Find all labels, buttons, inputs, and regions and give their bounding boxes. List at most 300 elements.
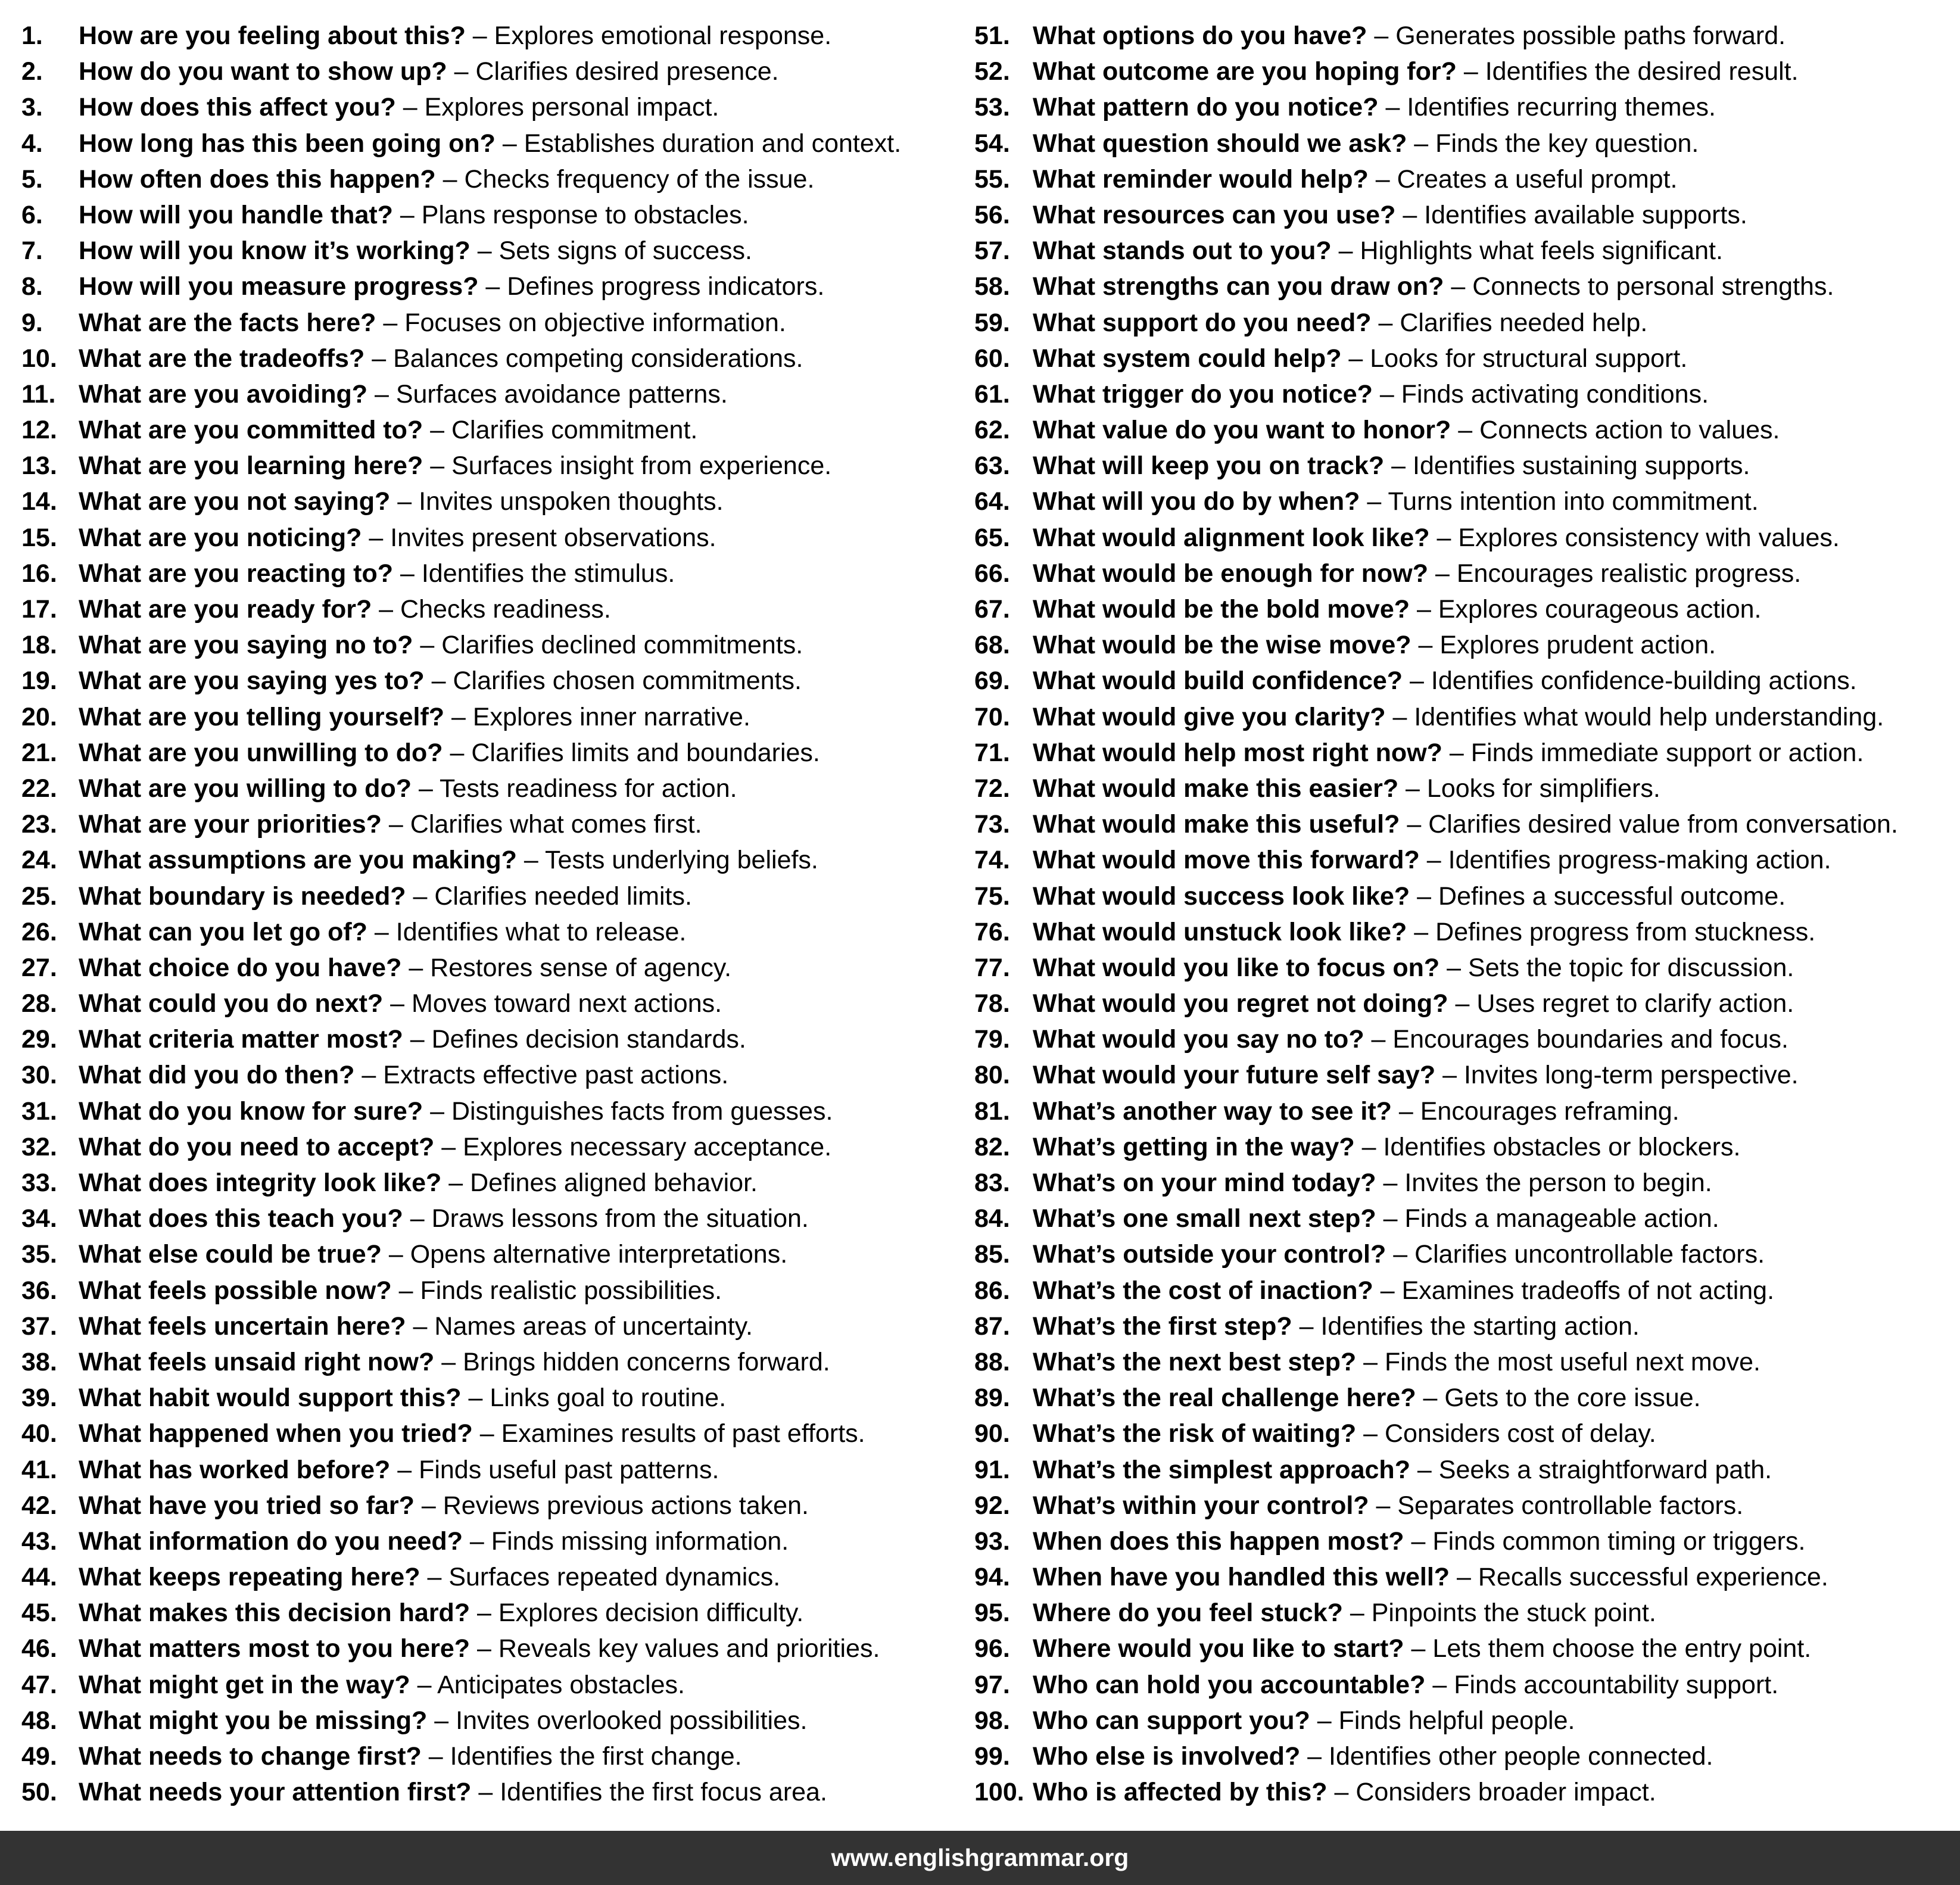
explanation-text: Clarifies uncontrollable factors. — [1414, 1240, 1765, 1269]
item-number: 67. — [974, 595, 1010, 624]
question-text: What are you not saying? — [79, 487, 391, 516]
item-text — [79, 878, 692, 914]
item-text — [79, 305, 786, 341]
list-item — [21, 54, 974, 89]
question-text: What needs to change first? — [79, 1742, 422, 1771]
explanation-text: Pinpoints the stuck point. — [1371, 1599, 1656, 1628]
explanation-text: Defines decision standards. — [431, 1025, 746, 1054]
list-item — [974, 1703, 1951, 1738]
explanation-text: Gets to the core issue. — [1444, 1384, 1701, 1413]
separator-dash: – — [1371, 1025, 1386, 1054]
separator-dash: – — [388, 1240, 403, 1269]
question-text: What stands out to you? — [1033, 236, 1332, 266]
separator-dash: – — [1411, 1634, 1426, 1663]
item-number: 17. — [21, 595, 57, 624]
separator-dash: – — [369, 523, 384, 552]
separator-dash: – — [1407, 810, 1422, 839]
item-number: 48. — [21, 1706, 57, 1735]
item-text — [79, 986, 722, 1021]
separator-dash: – — [1456, 1563, 1471, 1592]
list-item — [21, 197, 974, 233]
item-text — [1033, 54, 1799, 89]
list-item — [21, 1703, 974, 1738]
item-number: 79. — [974, 1025, 1010, 1054]
footer-url[interactable]: www.englishgrammar.org — [831, 1844, 1129, 1871]
explanation-text: Identifies obstacles or blockers. — [1383, 1132, 1741, 1161]
explanation-text: Considers cost of delay. — [1384, 1419, 1656, 1448]
question-text: What trigger do you notice? — [1033, 379, 1373, 409]
explanation-text: Clarifies declined commitments. — [441, 631, 803, 660]
item-number: 71. — [974, 738, 1010, 767]
list-item — [974, 1093, 1951, 1129]
separator-dash: – — [472, 21, 487, 50]
question-text: What would make this useful? — [1033, 810, 1400, 839]
separator-dash: – — [1385, 93, 1400, 122]
explanation-text: Finds missing information. — [491, 1526, 789, 1556]
question-text: Who is affected by this? — [1033, 1778, 1328, 1807]
question-text: What would make this easier? — [1033, 774, 1399, 803]
item-number: 98. — [974, 1706, 1010, 1735]
explanation-text: Sets the topic for discussion. — [1468, 953, 1794, 982]
item-text — [1033, 161, 1677, 197]
item-number: 44. — [21, 1563, 57, 1592]
question-text: What would you say no to? — [1033, 1025, 1364, 1054]
question-text: What does this teach you? — [79, 1204, 403, 1233]
list-item — [974, 842, 1951, 878]
list-item — [21, 1201, 974, 1236]
explanation-text: Explores courageous action. — [1438, 595, 1762, 624]
list-item — [974, 1738, 1951, 1774]
question-text: What might you be missing? — [79, 1706, 428, 1735]
question-text: What’s the first step? — [1033, 1311, 1292, 1341]
separator-dash: – — [1418, 631, 1433, 660]
separator-dash: – — [413, 881, 428, 911]
item-text — [1033, 663, 1857, 699]
question-text: What would be the wise move? — [1033, 631, 1411, 660]
separator-dash: – — [1380, 1276, 1395, 1305]
item-number: 15. — [21, 523, 57, 552]
item-text — [1033, 556, 1801, 591]
item-number: 94. — [974, 1563, 1010, 1592]
separator-dash: – — [397, 487, 412, 516]
item-text — [79, 126, 901, 161]
list-item — [974, 627, 1951, 663]
item-text — [79, 54, 779, 89]
item-number: 20. — [21, 702, 57, 731]
separator-dash: – — [374, 379, 389, 409]
item-number: 80. — [974, 1061, 1010, 1090]
question-text: What keeps repeating here? — [79, 1563, 420, 1592]
list-item — [21, 376, 974, 412]
item-text — [79, 1452, 719, 1488]
item-text — [79, 484, 724, 519]
list-item — [21, 484, 974, 519]
list-item — [974, 986, 1951, 1021]
question-text: What might get in the way? — [79, 1670, 410, 1699]
separator-dash: – — [1391, 451, 1406, 481]
explanation-text: Explores inner narrative. — [472, 702, 750, 731]
separator-dash: – — [1451, 272, 1466, 301]
separator-dash: – — [372, 344, 387, 373]
explanation-text: Checks readiness. — [400, 595, 611, 624]
item-text — [79, 269, 824, 304]
explanation-text: Anticipates obstacles. — [437, 1670, 685, 1699]
explanation-text: Finds accountability support. — [1454, 1670, 1779, 1699]
explanation-text: Explores necessary acceptance. — [463, 1132, 832, 1161]
explanation-text: Looks for simplifiers. — [1426, 774, 1660, 803]
item-text — [79, 1380, 726, 1416]
explanation-text: Sets signs of success. — [498, 236, 752, 266]
separator-dash: – — [468, 1384, 483, 1413]
explanation-text: Links goal to routine. — [490, 1384, 727, 1413]
item-number: 85. — [974, 1240, 1010, 1269]
separator-dash: – — [1426, 846, 1441, 875]
separator-dash: – — [397, 1455, 412, 1484]
item-number: 63. — [974, 451, 1010, 481]
item-text — [1033, 1631, 1811, 1666]
explanation-text: Balances competing considerations. — [393, 344, 803, 373]
item-text — [1033, 986, 1794, 1021]
list-item — [21, 1595, 974, 1631]
item-number: 23. — [21, 810, 57, 839]
question-text: What question should we ask? — [1033, 129, 1407, 158]
item-number: 8. — [21, 272, 43, 301]
item-number: 66. — [974, 559, 1010, 588]
question-text: What are you noticing? — [79, 523, 362, 552]
question-text: What would alignment look like? — [1033, 523, 1430, 552]
item-number: 24. — [21, 846, 57, 875]
separator-dash: – — [1383, 1169, 1398, 1197]
item-text — [79, 1774, 827, 1810]
list-item — [974, 914, 1951, 950]
list-item — [21, 735, 974, 771]
item-number: 31. — [21, 1096, 57, 1126]
item-number: 9. — [21, 308, 43, 337]
question-text: What support do you need? — [1033, 308, 1372, 337]
item-text — [79, 89, 719, 125]
separator-dash: – — [454, 57, 469, 86]
separator-dash: – — [398, 1276, 413, 1305]
explanation-text: Surfaces insight from experience. — [451, 451, 832, 481]
item-text — [79, 233, 752, 269]
list-item — [21, 878, 974, 914]
item-text — [1033, 376, 1709, 412]
item-text — [1033, 1559, 1828, 1595]
separator-dash: – — [1417, 595, 1431, 624]
separator-dash: – — [1363, 1347, 1378, 1376]
question-text: What could you do next? — [79, 989, 384, 1018]
separator-dash: – — [1367, 487, 1382, 516]
separator-dash: – — [1350, 1599, 1364, 1628]
separator-dash: – — [441, 1132, 456, 1161]
list-item — [974, 376, 1951, 412]
list-item — [21, 914, 974, 950]
explanation-text: Reveals key values and priorities. — [498, 1634, 880, 1663]
list-item — [21, 699, 974, 735]
list-item — [21, 305, 974, 341]
item-number: 3. — [21, 93, 43, 122]
item-number: 69. — [974, 666, 1010, 696]
question-text: What’s the risk of waiting? — [1033, 1419, 1357, 1448]
question-text: What did you do then? — [79, 1061, 355, 1090]
separator-dash: – — [1423, 1384, 1438, 1413]
item-text — [1033, 1273, 1774, 1308]
item-text — [79, 1488, 809, 1523]
item-number: 51. — [974, 21, 1010, 50]
separator-dash: – — [400, 200, 415, 229]
explanation-text: Identifies confidence-building actions. — [1431, 666, 1857, 696]
separator-dash: – — [428, 1742, 443, 1771]
item-text — [79, 1738, 742, 1774]
item-text — [79, 520, 716, 556]
question-text: Who can support you? — [1033, 1706, 1310, 1735]
explanation-text: Identifies recurring themes. — [1407, 93, 1716, 122]
item-text — [79, 1595, 803, 1631]
separator-dash: – — [1458, 416, 1473, 445]
question-text: How are you feeling about this? — [79, 21, 466, 50]
separator-dash: – — [1406, 774, 1420, 803]
item-text — [79, 1703, 807, 1738]
item-number: 52. — [974, 57, 1010, 86]
question-text: What are the tradeoffs? — [79, 344, 365, 373]
question-text: What would build confidence? — [1033, 666, 1403, 696]
item-text — [1033, 484, 1759, 519]
explanation-text: Tests underlying beliefs. — [544, 846, 818, 875]
separator-dash: – — [421, 1491, 436, 1520]
separator-dash: – — [431, 666, 446, 696]
item-text — [1033, 842, 1831, 878]
question-text: What would give you clarity? — [1033, 702, 1386, 731]
item-text — [79, 18, 831, 54]
question-text: What options do you have? — [1033, 21, 1367, 50]
item-number: 7. — [21, 236, 43, 266]
question-text: What would move this forward? — [1033, 846, 1420, 875]
separator-dash: – — [1363, 1419, 1378, 1448]
separator-dash: – — [1442, 1061, 1457, 1090]
question-text: What would be enough for now? — [1033, 559, 1429, 588]
item-number: 56. — [974, 200, 1010, 229]
question-text: Where do you feel stuck? — [1033, 1599, 1343, 1628]
separator-dash: – — [1361, 1132, 1376, 1161]
separator-dash: – — [476, 1634, 491, 1663]
explanation-text: Turns intention into commitment. — [1388, 487, 1759, 516]
explanation-text: Identifies the desired result. — [1485, 57, 1799, 86]
question-text: What does integrity look like? — [79, 1169, 442, 1197]
item-number: 55. — [974, 164, 1010, 194]
question-text: What criteria matter most? — [79, 1025, 403, 1054]
question-text: What’s within your control? — [1033, 1491, 1369, 1520]
item-number: 5. — [21, 164, 43, 194]
question-text: What are you avoiding? — [79, 379, 367, 409]
explanation-text: Finds common timing or triggers. — [1432, 1526, 1806, 1556]
list-item — [21, 1380, 974, 1416]
item-text — [79, 1165, 758, 1201]
separator-dash: – — [1348, 344, 1363, 373]
item-text — [1033, 914, 1815, 950]
explanation-text: Finds the key question. — [1435, 129, 1699, 158]
item-number: 97. — [974, 1670, 1010, 1699]
question-text: What habit would support this? — [79, 1384, 462, 1413]
separator-dash: – — [1307, 1742, 1322, 1771]
separator-dash: – — [1317, 1706, 1332, 1735]
question-list — [0, 18, 1960, 1805]
explanation-text: Finds immediate support or action. — [1470, 738, 1864, 767]
separator-dash: – — [451, 702, 466, 731]
question-text: How will you measure progress? — [79, 272, 479, 301]
explanation-text: Encourages boundaries and focus. — [1392, 1025, 1788, 1054]
separator-dash: – — [1376, 1491, 1391, 1520]
separator-dash: – — [1383, 1204, 1398, 1233]
list-item — [974, 1416, 1951, 1451]
list-item — [974, 1559, 1951, 1595]
explanation-text: Explores consistency with values. — [1458, 523, 1840, 552]
item-text — [79, 1236, 787, 1272]
separator-dash: – — [1378, 308, 1393, 337]
list-item — [974, 197, 1951, 233]
question-text: Who can hold you accountable? — [1033, 1670, 1426, 1699]
separator-dash: – — [434, 1706, 449, 1735]
list-item — [974, 1236, 1951, 1272]
list-item — [974, 1057, 1951, 1093]
right-column — [974, 18, 1951, 1810]
list-item — [21, 1488, 974, 1523]
list-item — [21, 448, 974, 484]
separator-dash: – — [390, 989, 405, 1018]
item-text — [1033, 126, 1699, 161]
item-number: 92. — [974, 1491, 1010, 1520]
explanation-text: Brings hidden concerns forward. — [463, 1347, 830, 1376]
item-text — [79, 1308, 753, 1344]
question-text: What are you reacting to? — [79, 559, 394, 588]
item-text — [1033, 771, 1660, 806]
list-item — [974, 556, 1951, 591]
question-text: When does this happen most? — [1033, 1526, 1404, 1556]
item-text — [1033, 950, 1794, 986]
question-text: What information do you need? — [79, 1526, 463, 1556]
explanation-text: Identifies the first focus area. — [500, 1778, 827, 1807]
item-number: 39. — [21, 1384, 57, 1413]
item-number: 75. — [974, 881, 1010, 911]
question-text: What feels possible now? — [79, 1276, 392, 1305]
list-item — [21, 341, 974, 376]
explanation-text: Connects action to values. — [1479, 416, 1780, 445]
question-text: What needs your attention first? — [79, 1778, 472, 1807]
separator-dash: – — [413, 1311, 428, 1341]
item-number: 73. — [974, 810, 1010, 839]
explanation-text: Examines results of past efforts. — [501, 1419, 865, 1448]
item-text — [79, 591, 611, 627]
separator-dash: – — [443, 164, 457, 194]
list-item — [21, 161, 974, 197]
list-item — [974, 54, 1951, 89]
explanation-text: Identifies the first change. — [450, 1742, 742, 1771]
separator-dash: – — [1393, 1240, 1408, 1269]
item-text — [79, 1344, 830, 1380]
question-text: What do you know for sure? — [79, 1096, 423, 1126]
list-item — [974, 341, 1951, 376]
explanation-text: Highlights what feels significant. — [1360, 236, 1723, 266]
explanation-text: Identifies what would help understanding. — [1414, 702, 1884, 731]
question-text: What will you do by when? — [1033, 487, 1360, 516]
item-number: 43. — [21, 1526, 57, 1556]
explanation-text: Creates a useful prompt. — [1397, 164, 1678, 194]
question-text: How long has this been going on? — [79, 129, 496, 158]
item-text — [1033, 1416, 1656, 1451]
item-text — [79, 448, 831, 484]
question-text: What are the facts here? — [79, 308, 376, 337]
list-item — [21, 89, 974, 125]
item-text — [79, 1631, 880, 1666]
explanation-text: Defines aligned behavior. — [470, 1169, 758, 1197]
question-text: What would you like to focus on? — [1033, 953, 1440, 982]
separator-dash: – — [1398, 1096, 1413, 1126]
explanation-text: Identifies available supports. — [1424, 200, 1747, 229]
separator-dash: – — [379, 595, 394, 624]
list-item — [21, 126, 974, 161]
item-number: 1. — [21, 21, 43, 50]
list-item — [974, 305, 1951, 341]
item-number: 41. — [21, 1455, 57, 1484]
question-text: What outcome are you hoping for? — [1033, 57, 1457, 86]
explanation-text: Finds a manageable action. — [1404, 1204, 1719, 1233]
question-text: What happened when you tried? — [79, 1419, 473, 1448]
explanation-text: Identifies progress-making action. — [1448, 846, 1831, 875]
explanation-text: Moves toward next actions. — [412, 989, 722, 1018]
item-text — [79, 1523, 789, 1559]
list-item — [21, 842, 974, 878]
question-text: What are you unwilling to do? — [79, 738, 443, 767]
question-text: What assumptions are you making? — [79, 846, 517, 875]
explanation-text: Explores personal impact. — [424, 93, 719, 122]
item-text — [1033, 89, 1716, 125]
separator-dash: – — [1455, 989, 1470, 1018]
item-text — [79, 1021, 746, 1057]
explanation-text: Invites unspoken thoughts. — [419, 487, 724, 516]
separator-dash: – — [430, 416, 445, 445]
question-text: What are your priorities? — [79, 810, 382, 839]
explanation-text: Defines progress indicators. — [507, 272, 825, 301]
item-number: 86. — [974, 1276, 1010, 1305]
explanation-text: Finds the most useful next move. — [1384, 1347, 1760, 1376]
item-number: 28. — [21, 989, 57, 1018]
list-item — [974, 1774, 1951, 1810]
list-item — [974, 771, 1951, 806]
separator-dash: – — [441, 1347, 456, 1376]
item-number: 11. — [21, 379, 56, 409]
item-text — [79, 1057, 728, 1093]
explanation-text: Generates possible paths forward. — [1395, 21, 1786, 50]
item-number: 37. — [21, 1311, 57, 1341]
separator-dash: – — [409, 953, 423, 982]
question-text: How do you want to show up? — [79, 57, 447, 86]
item-number: 30. — [21, 1061, 57, 1090]
list-item — [21, 1021, 974, 1057]
separator-dash: – — [1435, 559, 1450, 588]
explanation-text: Surfaces repeated dynamics. — [448, 1563, 781, 1592]
explanation-text: Finds helpful people. — [1338, 1706, 1575, 1735]
separator-dash: – — [418, 774, 433, 803]
item-text — [79, 914, 686, 950]
separator-dash: – — [410, 1204, 425, 1233]
explanation-text: Finds realistic possibilities. — [420, 1276, 722, 1305]
item-text — [1033, 735, 1864, 771]
question-text: What strengths can you draw on? — [1033, 272, 1444, 301]
item-text — [1033, 1488, 1743, 1523]
item-number: 33. — [21, 1169, 57, 1197]
item-text — [1033, 305, 1647, 341]
item-text — [1033, 1738, 1713, 1774]
item-number: 45. — [21, 1599, 57, 1628]
